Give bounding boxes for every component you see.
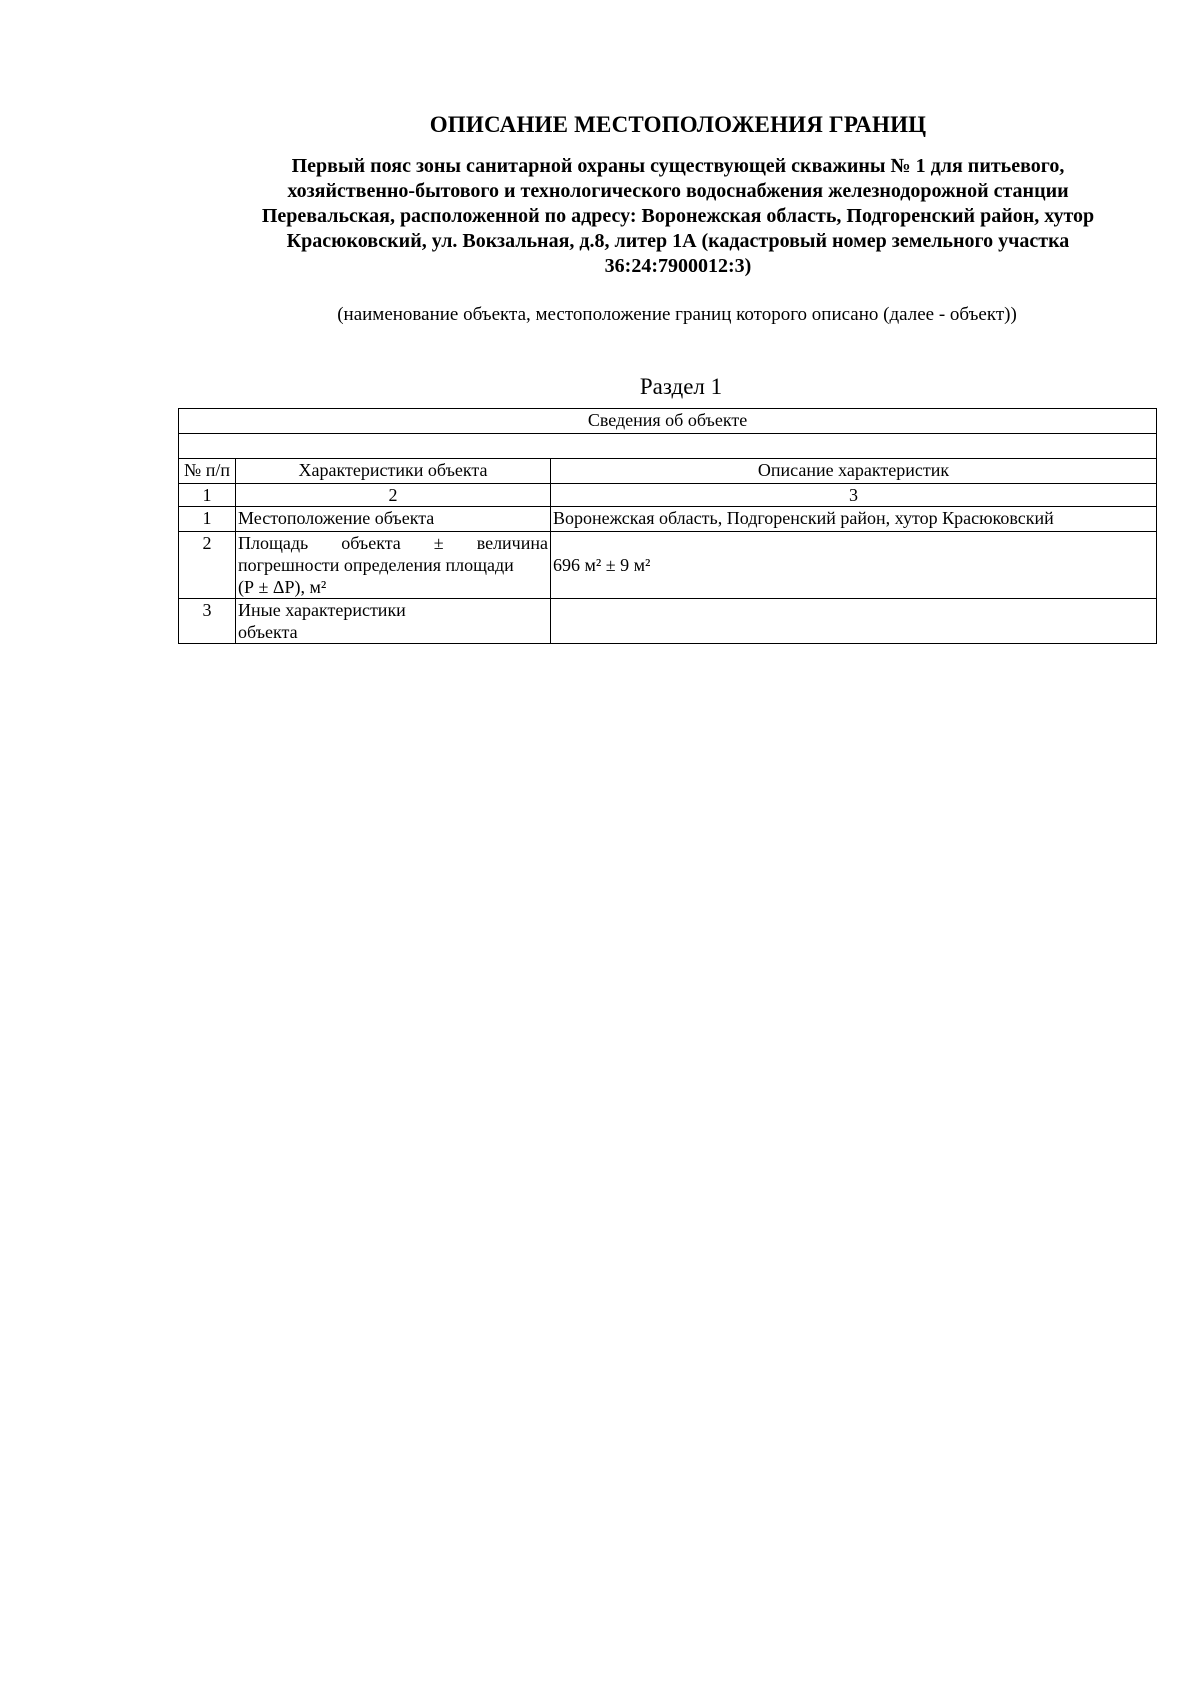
table-row [179,507,1157,532]
object-name-caption: (наименование объекта, местоположение границ которого описано (далее - объект)) [337,304,1017,325]
object-info-table [178,408,1157,644]
row-name-word: ± [433,533,444,553]
row-name-line [238,532,548,554]
row-name-line: объекта [238,622,298,642]
object-name-line: Красюковский, ул. Вокзальная, д.8, литер 1А (кадастровый номер земельного участка [286,230,1070,252]
row-number: 1 [179,507,236,532]
row-number: 3 [179,599,236,644]
header-characteristic: Характеристики объекта [236,459,551,484]
row-name-word: Площадь [238,533,309,553]
object-name-line: Первый пояс зоны санитарной охраны существующей скважины № 1 для питьевого, [291,155,1065,177]
object-name-line: хозяйственно-бытового и технологического водоснабжения железнодорожной станции [287,180,1069,202]
row-name-word: объекта [341,533,401,553]
row-value: 696 м² ± 9 м² [551,532,1157,599]
document-title: ОПИСАНИЕ МЕСТОПОЛОЖЕНИЯ ГРАНИЦ [429,112,927,137]
row-name: Местоположение объекта [236,507,551,532]
object-name-line: 36:24:7900012:3) [604,255,752,277]
object-name-line: Перевальская, расположенной по адресу: Воронежская область, Подгоренский район, хутор [261,205,1095,227]
row-number: 2 [179,532,236,599]
section-heading: Раздел 1 [639,374,723,399]
table-caption: Сведения об объекте [179,409,1157,434]
table-header-row [179,459,1157,484]
row-name [236,532,551,599]
row-name-line: Иные характеристики [238,600,406,620]
row-name-word: величина [476,533,548,553]
row-value [551,599,1157,644]
row-name-line: погрешности определения площади [238,555,514,575]
table-spacer-row [179,434,1157,459]
table-row [179,532,1157,599]
table-empty-cell [179,434,1157,459]
header-description: Описание характеристик [551,459,1157,484]
row-name [236,599,551,644]
index-cell: 2 [236,484,551,507]
index-cell: 3 [551,484,1157,507]
row-value: Воронежская область, Подгоренский район, хутор Красюковский [551,507,1157,532]
index-cell: 1 [179,484,236,507]
row-name-line: (Р ± ΔР), м² [238,577,327,597]
table-row [179,599,1157,644]
table-caption-row [179,409,1157,434]
object-name [190,154,1166,279]
table-index-row [179,484,1157,507]
header-number: № п/п [179,459,236,484]
